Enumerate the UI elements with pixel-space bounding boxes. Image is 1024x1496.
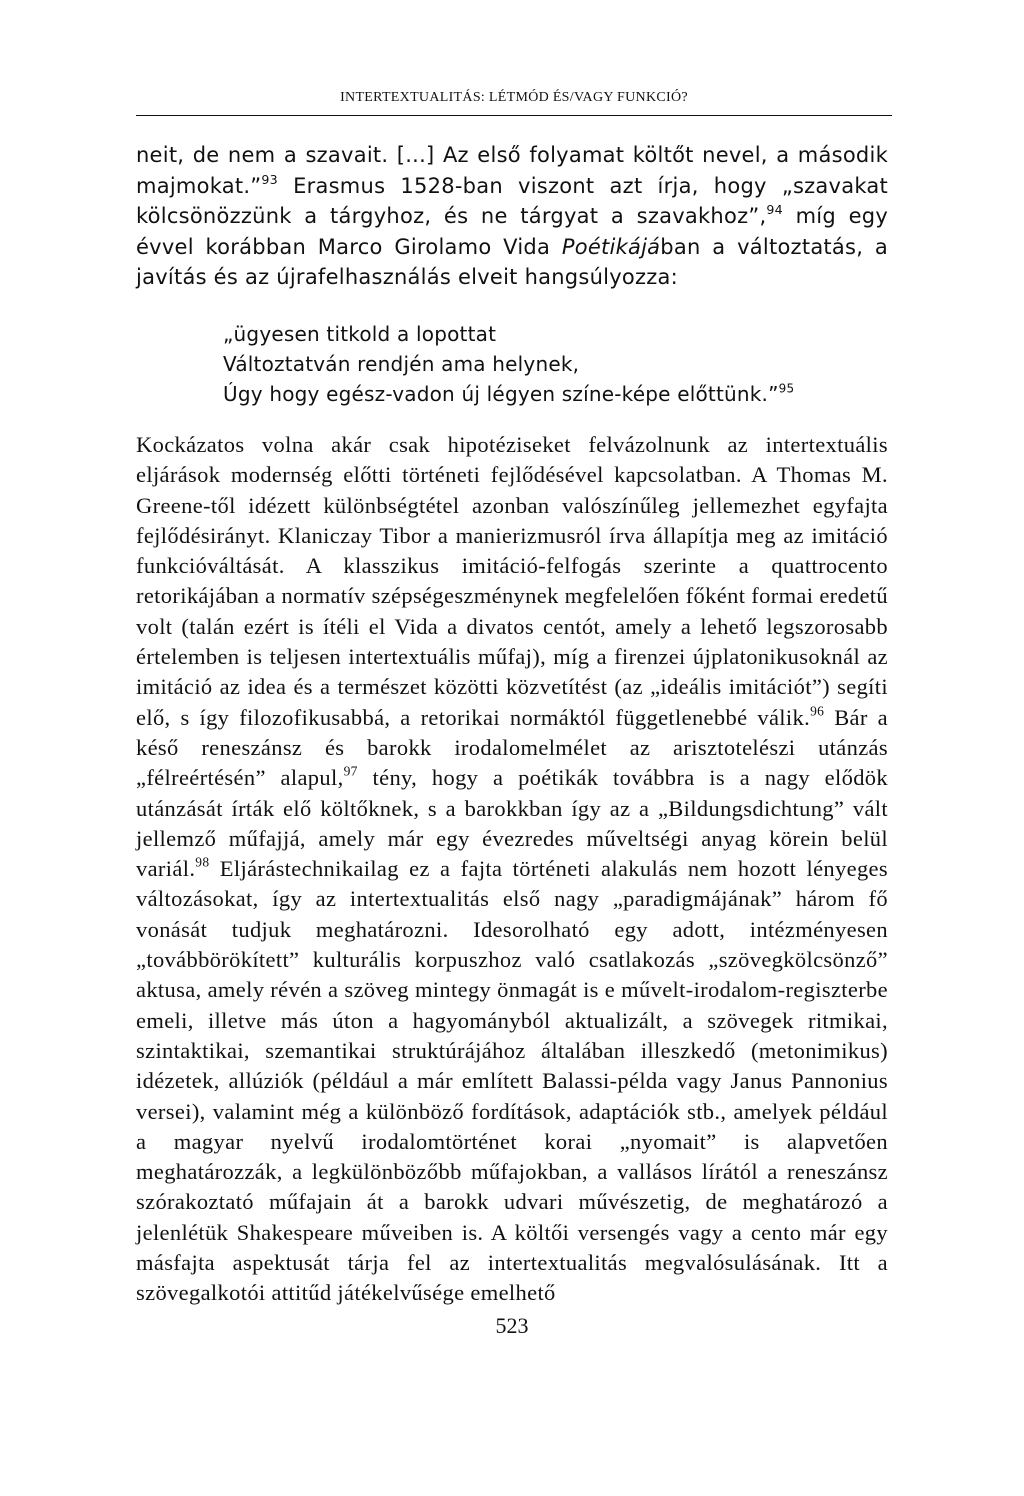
paragraph-2-text-d: Eljárástechnikailag ez a fajta történeti alakulás nem hozott lényeges változásokat, így az intertextualitás első nagy „paradigmájának” három fő vonását tudjuk meghatározni. Idesorolható egy adott, intézményesen „továbbörökített” kulturális korpuszhoz való csatlakozás „szövegkölcsönző” aktusa, amely révén a szöveg mintegy önmagát is e művelt-irodalom-regiszterbe emeli, illetve más úton a hagyományból aktualizált, a szövegek ritmikai, szintaktikai, szemantikai struktúrájához általában illeszkedő (metonimikus) idézetek, allúziók (például a már említett Balassi-példa vagy Janus Pannonius versei), valamint még a különböző fordítások, adaptációk stb., amelyek például a magyar nyelvű irodalomtörténet korai „nyomait” is alapvetően meghatározzák, a legkülönbözőbb műfajokban, a vallásos lírától a reneszánsz szórakoztató műfajain át a barokk udvari művészetig, de meghatározó a jelenlétük Shakespeare műveiben is. A költői versengés vagy a cento már egy másfajta aspektusát tárja fel az intertextualitás megvalósulásának. Itt a szövegalkotói attitűd játékelvűsége emelhető (136, 856, 888, 1306)
footnote-ref-94: 94 (766, 202, 783, 218)
verse-line-3 (223, 379, 794, 409)
verse-line-1: „ügyesen titkold a lopottat (223, 322, 497, 346)
header-rule (136, 115, 892, 116)
paragraph-1-text-a: neit, de nem a szavait. [...] Az első folyamat költőt nevel, a második majmokat.” (136, 143, 888, 198)
footnote-ref-93: 93 (261, 171, 278, 187)
paragraph-1-text-d: ban a változtatás, a javítás és az újrafelhasználás elveit hangsúlyozza: (136, 234, 888, 289)
paragraph-2-text-b: Bár a késő reneszánsz és barokk irodalomelmélet az arisztotelészi utánzás „félreértésén” alapul, (136, 704, 888, 791)
verse-quote (223, 319, 794, 409)
running-header: INTERTEXTUALITÁS: LÉTMÓD ÉS/VAGY FUNKCIÓ? (340, 90, 688, 105)
paragraph-1-text-b: Erasmus 1528-ban viszont azt írja, hogy „szavakat kölcsönözzünk a tárgyhoz, és ne tárgyat a szavakhoz”, (136, 173, 888, 228)
italic-title: Poétikájá (561, 234, 661, 259)
verse-line-3-text: Úgy hogy egész-vadon új légyen színe-képe előttünk.” (223, 382, 779, 406)
page-number: 523 (495, 1313, 529, 1338)
footnote-ref-97: 97 (343, 763, 358, 779)
paragraph-2-text-a: Kockázatos volna akár csak hipotéziseket felvázolnunk az intertextuális eljárások modernség előtti történeti fejlődésével kapcsolatban. A Thomas M. Greene-től idézett különbségtétel azonban valószínűleg jellemezhet egyfajta fejlődésirányt. Klaniczay Tibor a manierizmusról írva állapítja meg az imitáció funkcióváltását. A klasszikus imitáció-felfogás szerinte a quattrocento retorikájában a normatív szépségeszménynek megfelelően főként formai eredetű volt (talán ezért is ítéli el Vida a divatos centót, amely a lehető legszorosabb értelemben is teljesen intertextuális műfaj), míg a firenzei újplatonikusoknál az imitáció az idea és a természet közötti közvetítést (az „ideális imitációt”) segíti elő, s így filozofikusabbá, a retorikai normáktól függetlenebbé válik. (136, 432, 888, 730)
paragraph-1 (136, 140, 888, 293)
footnote-ref-98: 98 (195, 854, 210, 870)
verse-line-2: Változtatván rendjén ama helynek, (223, 352, 580, 376)
footnote-ref-95: 95 (778, 381, 795, 396)
paragraph-2 (136, 430, 888, 1309)
footnote-ref-96: 96 (810, 703, 825, 719)
paragraph-1-text-c: míg egy évvel korábban Marco Girolamo Vida (136, 204, 889, 259)
paragraph-2-text-c: tény, hogy a poétikák továbbra is a nagy elődök utánzását írták elő költőknek, s a barokkban így az a „Bildungsdichtung” vált jellemző műfajjá, amely már egy évezredes műveltségi anyag körein belül variál. (136, 765, 888, 882)
